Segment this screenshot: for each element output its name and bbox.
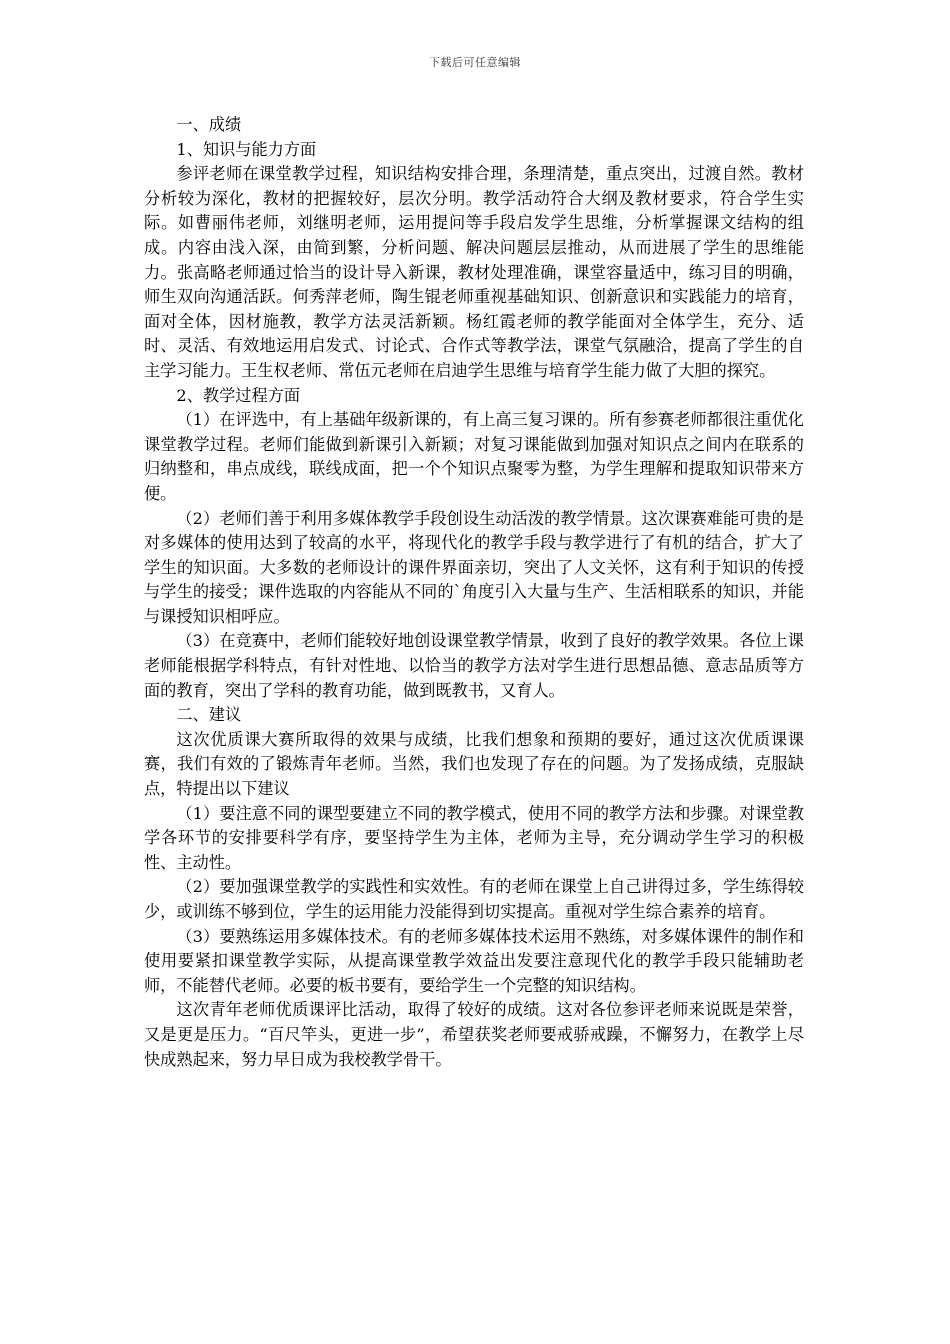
page-header: 下载后可任意编辑 xyxy=(429,56,521,69)
subsection-2-title: 2、教学过程方面 xyxy=(176,385,301,405)
paragraph: （1）要注意不同的课型要建立不同的教学模式，使用不同的教学方法和步骤。对课堂教学各环节的安排要科学有序，要坚持学生为主体，老师为主导，充分调动学生学习的积极性、主动性。 xyxy=(144,803,804,872)
paragraph: （2）要加强课堂教学的实践性和实效性。有的老师在课堂上自己讲得过多，学生练得较少，或训练不够到位，学生的运用能力没能得到切实提高。重视对学生综合素养的培育。 xyxy=(144,877,804,921)
paragraph: （3）在竞赛中，老师们能较好地创设课堂教学情景，收到了良好的教学效果。各位上课老师能根据学科特点，有针对性地、以恰当的教学方法对学生进行思想品德、意志品质等方面的教育，突出了学科的教育功能，做到既教书，又育人。 xyxy=(144,631,804,700)
paragraph: 这次青年老师优质课评比活动，取得了较好的成绩。这对各位参评老师来说既是荣誉，又是更是压力。“百尺竿头，更进一步”，希望获奖老师要戒骄戒躁，不懈努力，在教学上尽快成熟起来，努力早日成为我校教学骨干。 xyxy=(144,1000,804,1069)
document-body xyxy=(144,113,804,1072)
subsection-1-title: 1、知识与能力方面 xyxy=(176,139,317,159)
paragraph: 这次优质课大赛所取得的效果与成绩，比我们想象和预期的要好，通过这次优质课课赛，我们有效的了锻炼青年老师。当然，我们也发现了存在的问题。为了发扬成绩，克服缺点，特提出以下建议 xyxy=(144,729,804,799)
paragraph: 参评老师在课堂教学过程，知识结构安排合理，条理清楚，重点突出，过渡自然。教材分析较为深化，教材的把握较好，层次分明。教学活动符合大纲及教材要求，符合学生实际。如曹丽伟老师，刘继明老师，运用提问等手段启发学生思维，分析掌握课文结构的组成。内容由浅入深，由简到繁，分析问题、解决问题层层推动，从而进展了学生的思维能力。张高略老师通过恰当的设计导入新课，教材处理准确，课堂容量适中，练习目的明确，师生双向沟通活跃。何秀萍老师，陶生锟老师重视基础知识、创新意识和实践能力的培育，面对全体，因材施教，教学方法灵活新颖。杨红霞老师的教学能面对全体学生，充分、适时、灵活、有效地运用启发式、讨论式、合作式等教学法，课堂气氛融洽，提高了学生的自主学习能力。王生权老师、常伍元老师在启迪学生思维与培育学生能力做了大胆的探究。 xyxy=(144,164,804,380)
section-1-title: 一、成绩 xyxy=(176,115,242,134)
paragraph: （1）在评选中，有上基础年级新课的，有上高三复习课的。所有参赛老师都很注重优化课堂教学过程。老师们能做到新课引入新颖；对复习课能做到加强对知识点之间内在联系的归纳整和，串点成线，联线成面，把一个个知识点聚零为整，为学生理解和提取知识带来方便。 xyxy=(144,410,804,503)
paragraph: （3）要熟练运用多媒体技术。有的老师多媒体技术运用不熟练，对多媒体课件的制作和使用要紧扣课堂教学实际，从提高课堂教学效益出发要注意现代化的教学手段只能辅助老师，不能替代老师。必要的板书要有，要给学生一个完整的知识结构。 xyxy=(144,926,804,995)
section-2-title: 二、建议 xyxy=(176,705,242,725)
paragraph: （2）老师们善于利用多媒体教学手段创设生动活泼的教学情景。这次课赛难能可贵的是对多媒体的使用达到了较高的水平，将现代化的教学手段与教学进行了有机的结合，扩大了学生的知识面。大多数的老师设计的课件界面亲切，突出了人文关怀，这有利于知识的传授与学生的接受；课件选取的内容能从不同的`角度引入大量与生产、生活相联系的知识，并能与课授知识相呼应。 xyxy=(144,508,804,626)
